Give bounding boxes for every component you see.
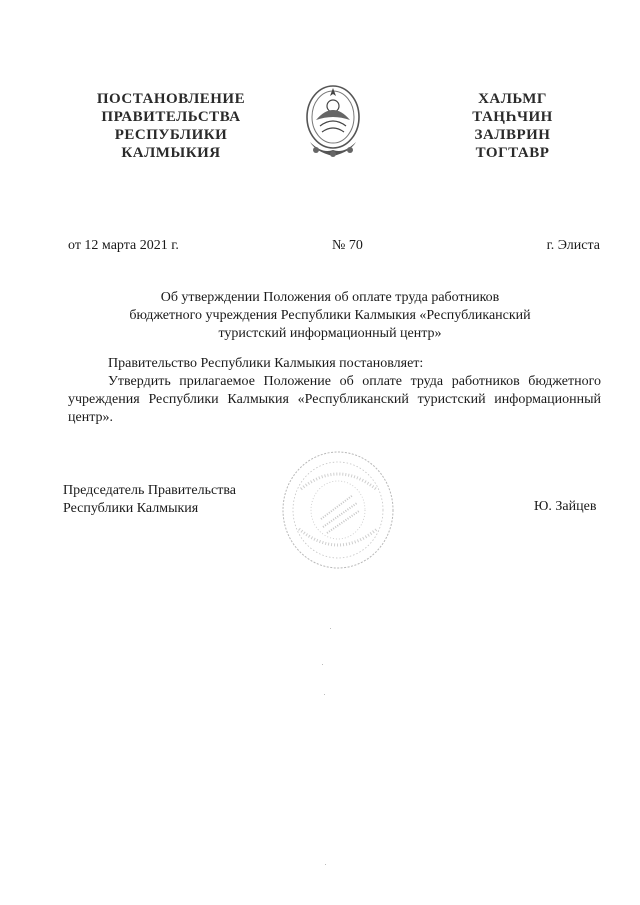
header-kalmyk-line-4: ТОГТАВР [475, 145, 550, 161]
official-stamp [281, 449, 396, 571]
scan-speck [325, 864, 326, 865]
coat-of-arms-emblem [302, 80, 364, 160]
document-date: от 12 марта 2021 г. [68, 238, 179, 253]
header-kalmyk-line-1: ХАЛЬМГ [478, 91, 547, 107]
header-kalmyk-line-3: ЗАЛВРИН [474, 127, 551, 143]
body-intro: Правительство Республики Калмыкия постановляет: [108, 356, 424, 371]
document-number: № 70 [332, 238, 363, 253]
header-ru-line-4: КАЛМЫКИЯ [121, 145, 221, 161]
signatory-position-line-2: Республики Калмыкия [63, 501, 199, 516]
signatory-position-line-1: Председатель Правительства [63, 483, 236, 498]
document-title [100, 289, 560, 343]
header-ru-block [90, 90, 252, 162]
body-decree: Утвердить прилагаемое Положение об оплате труда работников бюджетного учреждения Республики Калмыкия «Республиканский туристский информационный центр». [68, 374, 601, 425]
title-line-1: Об утверждении Положения об оплате труда работников [160, 290, 500, 305]
signatory-position [63, 482, 236, 518]
header-kalmyk-block [455, 90, 570, 162]
scan-speck [330, 628, 331, 629]
header-ru-line-1: ПОСТАНОВЛЕНИЕ [96, 91, 246, 107]
document-body [68, 355, 601, 427]
header-kalmyk-line-2: ТАҢҺЧИН [472, 109, 553, 125]
scan-speck [322, 664, 323, 665]
header-ru-line-2: ПРАВИТЕЛЬСТВА [101, 109, 241, 125]
scan-speck [324, 694, 325, 695]
header-ru-line-3: РЕСПУБЛИКИ [114, 127, 228, 143]
document-city: г. Элиста [546, 238, 600, 253]
title-line-3: туристский информационный центр» [218, 326, 442, 341]
title-line-2: бюджетного учреждения Республики Калмыкия «Республиканский [129, 308, 531, 323]
signatory-name: Ю. Зайцев [534, 499, 597, 514]
